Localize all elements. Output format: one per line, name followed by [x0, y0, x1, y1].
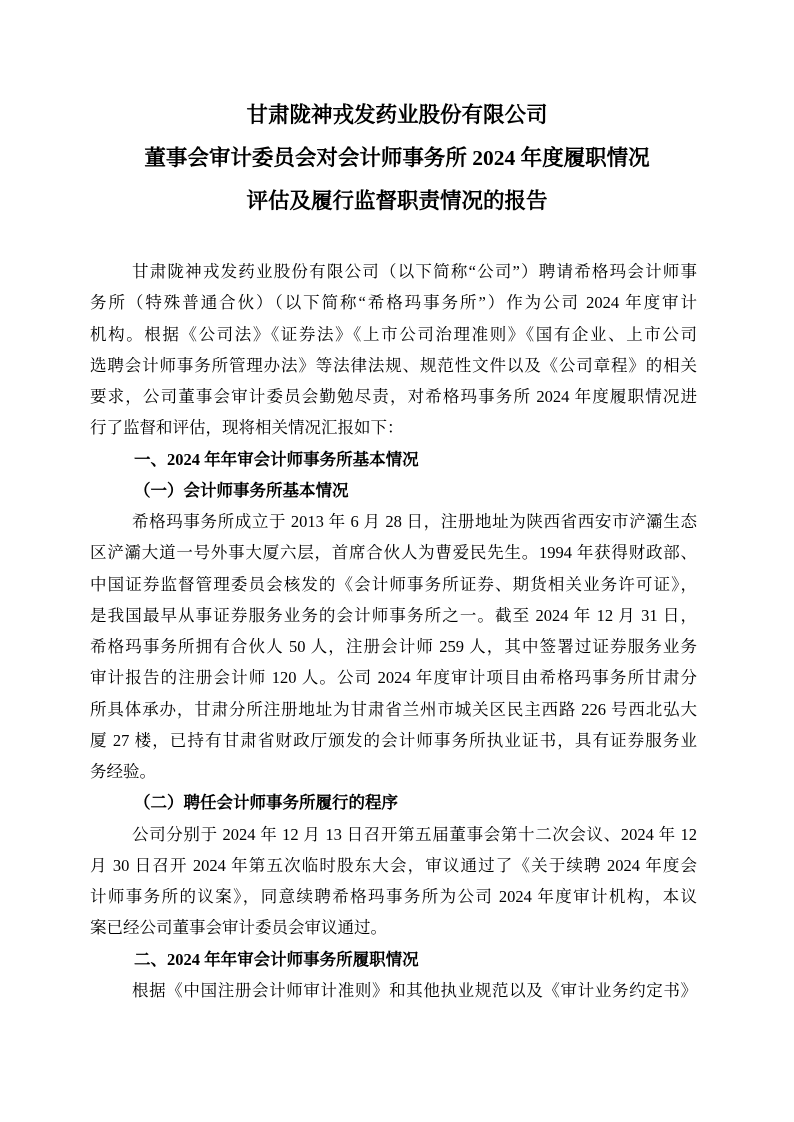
paragraph-line: 机构。根据《公司法》《证券法》《上市公司治理准则》《国有企业、上市公司 [90, 324, 697, 344]
paragraph-line: 月 30 日召开 2024 年第五次临时股东大会，审议通过了《关于续聘 2024 年度会 [90, 855, 697, 875]
paragraph-line: 计师事务所的议案》，同意续聘希格玛事务所为公司 2024 年度审计机构，本议 [90, 887, 697, 906]
intro-paragraph [90, 256, 697, 444]
paragraph-line: 要求，公司董事会审计委员会勤勉尽责，对希格玛事务所 2024 年度履职情况进 [90, 387, 697, 406]
section-heading-1: 一、2024 年年审会计师事务所基本情况 [134, 449, 419, 469]
paragraph-line: 案已经公司董事会审计委员会审议通过。 [90, 918, 387, 938]
subsection-heading-1-2: （二）聘任会计师事务所履行的程序 [134, 793, 398, 813]
paragraph-line: 审计报告的注册会计师 120 人。公司 2024 年度审计项目由希格玛事务所甘肃分 [90, 668, 697, 688]
section-heading-2: 二、2024 年年审会计师事务所履职情况 [134, 949, 419, 969]
paragraph-line: 选聘会计师事务所管理办法》等法律法规、规范性文件以及《公司章程》的相关 [90, 355, 697, 375]
paragraph-line: 是我国最早从事证券服务业务的会计师事务所之一。截至 2024 年 12 月 31 日， [90, 605, 697, 625]
paragraph-line: 根据《中国注册会计师审计准则》和其他执业规范以及《审计业务约定书》 [132, 980, 697, 1000]
paragraph-line: 甘肃陇神戎发药业股份有限公司（以下简称“公司”）聘请希格玛会计师事 [132, 262, 697, 281]
paragraph-line: 所具体承办，甘肃分所注册地址为甘肃省兰州市城关区民主西路 226 号西北弘大 [90, 699, 697, 719]
paragraph-line: 区浐灞大道一号外事大厦六层，首席合伙人为曹爱民先生。1994 年获得财政部、 [90, 543, 697, 563]
paragraph-line: 厦 27 楼，已持有甘肃省财政厅颁发的会计师事务所执业证书，具有证券服务业 [90, 730, 697, 750]
engagement-procedure-paragraph [90, 819, 697, 944]
paragraph-line: 公司分别于 2024 年 12 月 13 日召开第五届董事会第十二次会议、2024 年 12 [132, 824, 697, 844]
subsection-heading-1-1: （一）会计师事务所基本情况 [134, 480, 349, 500]
title-line-1: 甘肃陇神戎发药业股份有限公司 [246, 103, 548, 127]
paragraph-line: 行了监督和评估，现将相关情况汇报如下： [90, 418, 404, 438]
document-title [90, 94, 704, 223]
paragraph-line: 务经验。 [90, 762, 156, 781]
paragraph-line: 务所（特殊普通合伙）（以下简称“希格玛事务所”）作为公司 2024 年度审计 [90, 293, 697, 313]
paragraph-line: 希格玛事务所成立于 2013 年 6 月 28 日，注册地址为陕西省西安市浐灞生态 [132, 512, 697, 531]
firm-profile-paragraph [90, 506, 697, 787]
document-body [90, 256, 697, 1006]
paragraph-line: 希格玛事务所拥有合伙人 50 人，注册会计师 259 人，其中签署过证券服务业务 [90, 637, 697, 656]
title-line-2: 董事会审计委员会对会计师事务所 2024 年度履职情况 [144, 146, 650, 170]
performance-paragraph [90, 975, 697, 1006]
title-line-3: 评估及履行监督职责情况的报告 [246, 189, 548, 213]
paragraph-line: 中国证券监督管理委员会核发的《会计师事务所证券、期货相关业务许可证》， [90, 574, 697, 594]
